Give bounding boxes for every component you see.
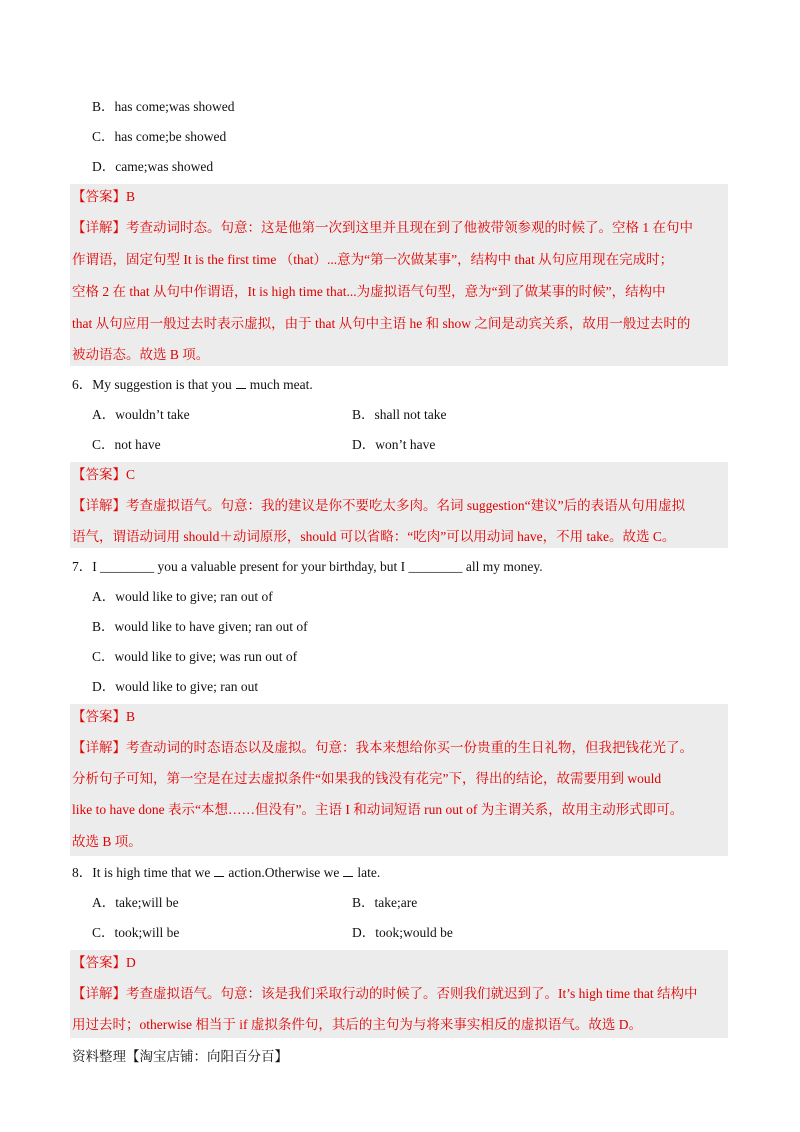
q8-blank-1 [214, 864, 224, 877]
q5-option-b: B．has come;was showed [92, 99, 235, 114]
q6-stem-start: 6．My suggestion is that you [72, 377, 232, 392]
q7-detail-line: 分析句子可知，第一空是在过去虚拟条件“如果我的钱没有花完”下，得出的结论，故需要用到 would [72, 771, 662, 786]
q6-option-c: C．not have [92, 437, 161, 452]
footer-source: 资料整理【淘宝店铺：向阳百分百】 [72, 1049, 288, 1064]
q6-answer: 【答案】C [72, 467, 136, 482]
q8-option-d: D．took;would be [352, 925, 453, 940]
q8-blank-2 [343, 864, 353, 877]
q8-detail-line: 用过去时；otherwise 相当于 if 虚拟条件句，其后的主句为与将来事实相反的虚拟语气。故选 D。 [72, 1017, 642, 1032]
q5-answer: 【答案】B [72, 189, 136, 204]
q7-answer: 【答案】B [72, 709, 136, 724]
q6-detail-line: 【详解】考查虚拟语气。句意：我的建议是你不要吃太多肉。名词 suggestion“建议”后的表语从句用虚拟 [72, 498, 686, 513]
q5-option-d: D．came;was showed [92, 159, 214, 174]
q5-option-c: C．has come;be showed [92, 129, 227, 144]
q6-blank [236, 376, 246, 389]
q6-stem-end: much meat. [249, 377, 313, 392]
q7-option-c: C．would like to give; was run out of [92, 649, 298, 664]
q6-option-b: B．shall not take [352, 407, 447, 422]
q8-stem-end: late. [357, 865, 381, 880]
q8-stem-mid: action.Otherwise we [228, 865, 340, 880]
q8-option-b: B．take;are [352, 895, 418, 910]
q7-option-a: A．would like to give; ran out of [92, 589, 273, 604]
q5-detail-line: 作谓语，固定句型 It is the first time （that）...意为“第一次做某事”，结构中 that 从句应用现在完成时； [72, 252, 674, 267]
q8-detail-line: 【详解】考查虚拟语气。句意：该是我们采取行动的时候了。否则我们就迟到了。It’s high time that 结构中 [72, 986, 698, 1001]
q8-stem-start: 8．It is high time that we [72, 865, 211, 880]
q7-option-b: B．would like to have given; ran out of [92, 619, 308, 634]
q8-stem [72, 864, 380, 882]
q8-answer: 【答案】D [72, 955, 136, 970]
q7-detail-line: like to have done 表示“本想……但没有”。主语 I 和动词短语 run out of 为主谓关系，故用主动形式即可。 [72, 802, 684, 817]
q6-option-d: D．won’t have [352, 437, 436, 452]
q8-option-a: A．take;will be [92, 895, 179, 910]
q7-stem: 7．I ________ you a valuable present for your birthday, but I ________ all my money. [72, 559, 543, 574]
q8-option-c: C．took;will be [92, 925, 180, 940]
q7-detail-line: 故选 B 项。 [72, 834, 142, 849]
q5-detail-line: 【详解】考查动词时态。句意：这是他第一次到这里并且现在到了他被带领参观的时候了。空格 1 在句中 [72, 220, 693, 235]
q7-option-d: D．would like to give; ran out [92, 679, 259, 694]
q5-detail-line: that 从句应用一般过去时表示虚拟，由于 that 从句中主语 he 和 show 之间是动宾关系，故用一般过去时的 [72, 316, 691, 331]
q5-detail-line: 被动语态。故选 B 项。 [72, 347, 210, 362]
q6-stem [72, 376, 313, 394]
q5-detail-line: 空格 2 在 that 从句中作谓语，It is high time that...为虚拟语气句型，意为“到了做某事的时候”，结构中 [72, 284, 666, 299]
q6-option-a: A．wouldn’t take [92, 407, 190, 422]
q7-detail-line: 【详解】考查动词的时态语态以及虚拟。句意：我本来想给你买一份贵重的生日礼物，但我把钱花光了。 [72, 740, 693, 755]
q6-detail-line: 语气，谓语动词用 should＋动词原形，should 可以省略：“吃肉”可以用动词 have，不用 take。故选 C。 [72, 529, 676, 544]
q5-answer-box [70, 184, 728, 366]
